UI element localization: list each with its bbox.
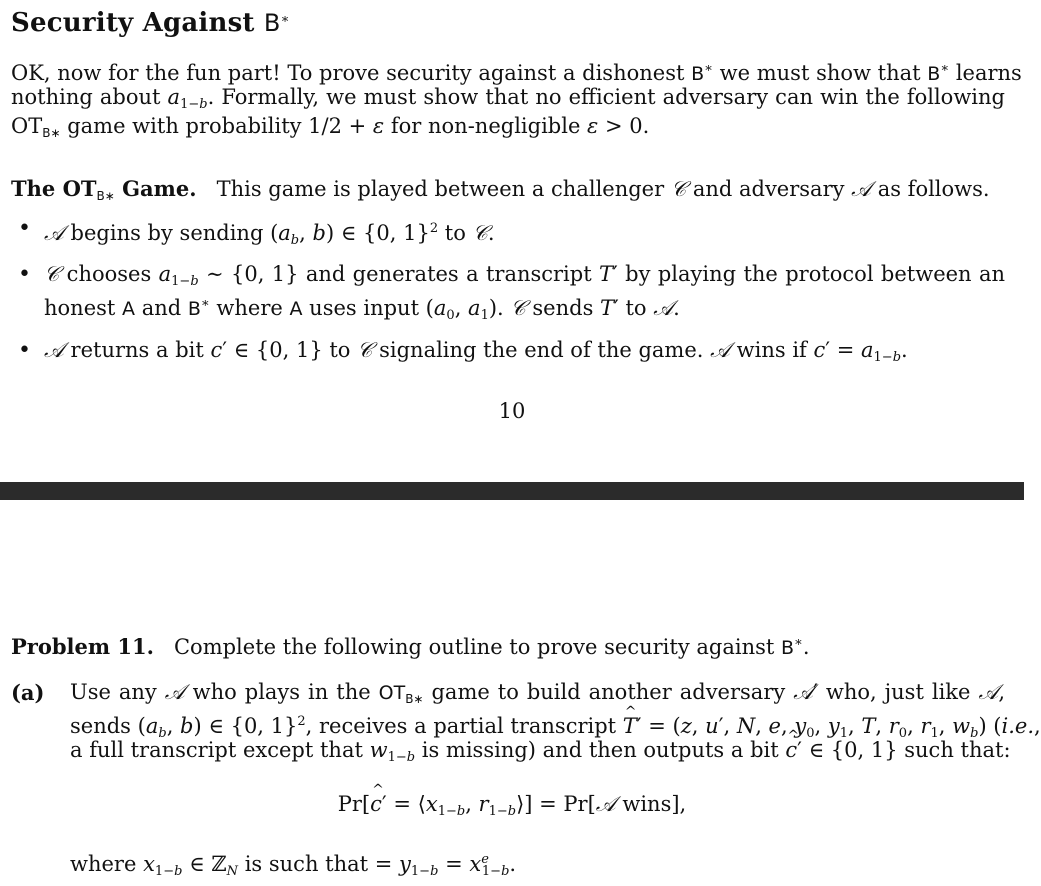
part-a-line-1: Use any 𝒜 who plays in the $OT_{B∗}$ game to build another adversary 𝒜′ who, just like 𝒜, <box>70 680 1005 706</box>
bullet-icon: • <box>18 262 31 287</box>
game-bullet-1: • 𝒜 begins by sending ($a_b$, b) ∈ {0, 1}$^2$ to 𝒞. <box>18 216 495 248</box>
part-a-line-2: sends ($a_b$, b) ∈ {0, 1}$^2$, receives a partial transcript ^ T′ = (z, u′, N, e, $y_0$, $y_1$, T, $r_0$, $r_1$, $w_b$) (i.e., <box>70 707 1005 748</box>
bullet-icon: • <box>18 338 31 363</box>
page-number: 10 <box>498 399 526 423</box>
page-divider <box>0 482 1024 500</box>
intro-line-1: OK, now for the fun part! To prove security against a dishonest B∗ we must show that B∗ learns <box>11 61 1022 85</box>
intro-line-3: $OT_{B∗}$ game with probability 1/2 + ε for non-negligible ε > 0. <box>11 114 650 140</box>
section-title: Security Against B∗ <box>11 8 290 38</box>
problem-heading: Problem 11. <box>11 634 154 659</box>
game-bullet-2-line-1: • 𝒞 chooses $a_{1-b}$ ∼ {0, 1} and generates a transcript T′ by playing the protocol between an <box>18 262 1005 289</box>
bullet-icon: • <box>18 216 31 241</box>
game-heading: The $OT_{B∗}$ Game. <box>11 176 197 203</box>
part-a-equation: Pr[^ $c' = ⟨x_{1-b}$, $r_{1-b}⟩$] = Pr[𝒜 wins], <box>0 790 1024 826</box>
part-a-where: where $x_{1-b}$ ∈ ℤ$_N$ is such that = $y_{1-b} = x^e_{1-b}$. <box>70 852 517 879</box>
game-bullet-3: • 𝒜 returns a bit c′ ∈ {0, 1} to 𝒞 signaling the end of the game. 𝒜 wins if $c' = a_{1-b}$. <box>18 338 908 365</box>
intro-line-2: nothing about $a_{1-b}$. Formally, we must show that no efficient adversary can win the following <box>11 85 1005 112</box>
page-lower <box>0 500 1041 882</box>
game-bullet-2-line-2: honest A and B∗ where A uses input ($a_0$, $a_1$). 𝒞 sends T′ to 𝒜. <box>44 296 680 323</box>
problem-statement: Problem 11. Complete the following outline to prove security against B∗. <box>11 634 810 659</box>
game-description: This game is played between a challenger 𝒞 and adversary 𝒜 as follows. <box>216 177 990 201</box>
part-a-line-3: a full transcript except that $w_{1-b}$ is missing) and then outputs a bit ^ c′ ∈ {0, 1} such that: <box>70 736 1005 772</box>
part-a-label: (a) <box>11 680 45 705</box>
game-paragraph <box>11 174 1005 211</box>
